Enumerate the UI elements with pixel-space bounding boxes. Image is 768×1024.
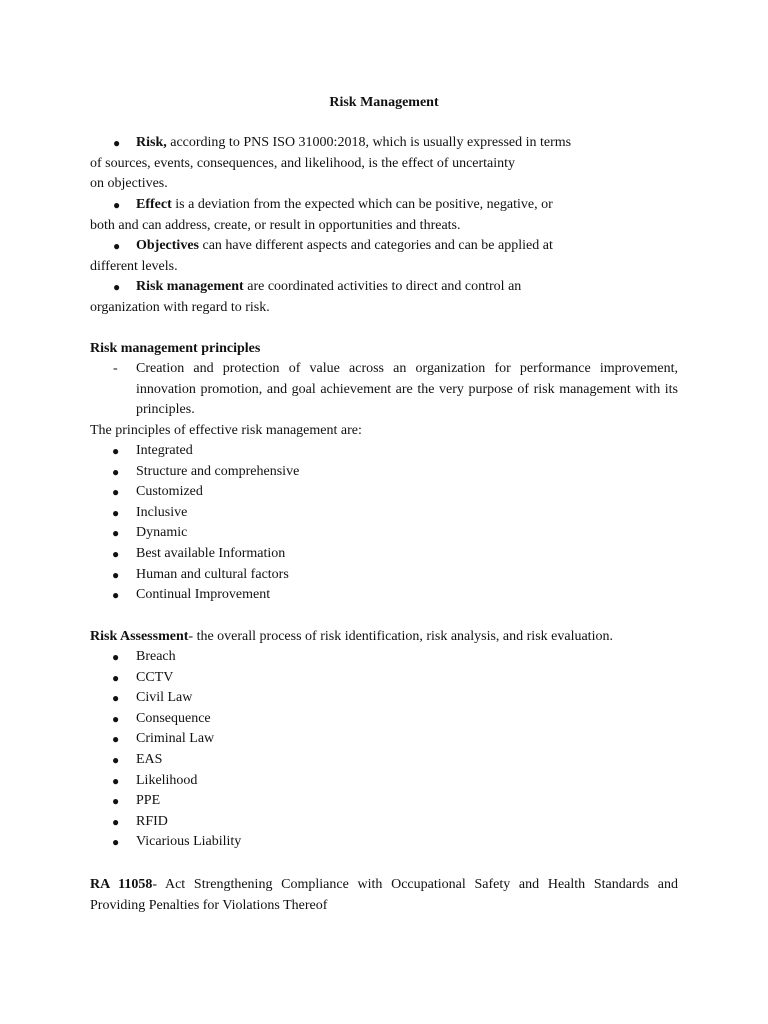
definition-term: Objectives xyxy=(136,238,199,253)
list-item-text: Vicarious Liability xyxy=(136,834,242,850)
bullet-icon: ● xyxy=(112,752,120,767)
principles-intro: The principles of effective risk management are: xyxy=(90,423,362,438)
definition-risk xyxy=(90,133,680,195)
bullet-icon: ● xyxy=(112,485,120,500)
definition-continuation: on objectives. xyxy=(90,176,168,192)
assessment-list xyxy=(0,647,241,853)
list-item xyxy=(0,729,241,750)
list-item-text: Structure and comprehensive xyxy=(136,463,300,479)
definition-objectives xyxy=(90,236,680,277)
dash-marker: - xyxy=(113,361,118,376)
principles-dash-text: Creation and protection of value across an organization for performance improvement, innovation promotion, and goal achievement are the very purpose of risk management with its principles. xyxy=(136,361,678,418)
list-item xyxy=(0,565,299,586)
definition-first-line xyxy=(90,133,680,154)
bullet-icon: ● xyxy=(112,794,120,809)
list-item-text: Inclusive xyxy=(136,504,188,520)
document-title: Risk Management xyxy=(329,95,439,110)
definition-effect xyxy=(90,195,680,236)
definition-continuation: different levels. xyxy=(90,258,178,274)
principles-heading: Risk management principles xyxy=(90,341,261,356)
definition-first-line xyxy=(90,277,680,298)
principles-list xyxy=(0,441,299,606)
list-item-text: Breach xyxy=(136,649,176,664)
bullet-icon: ● xyxy=(112,650,120,664)
definition-term: Risk management xyxy=(136,279,244,294)
bullet-icon: ● xyxy=(112,464,120,479)
bullet-icon: ● xyxy=(112,773,120,788)
list-item-text: Likelihood xyxy=(136,772,198,788)
bullet-icon: ● xyxy=(112,711,120,726)
bullet-icon: ● xyxy=(113,280,121,294)
list-item xyxy=(0,544,299,565)
list-item xyxy=(0,647,241,668)
bullet-icon: ● xyxy=(112,526,120,541)
definition-text: are coordinated activities to direct and control an xyxy=(243,279,522,294)
definition-first-line xyxy=(90,236,680,257)
list-item-text: Continual Improvement xyxy=(136,587,271,603)
ra-text: - Act Strengthening Compliance with Occupational Safety and Health Standards and xyxy=(152,877,678,892)
assessment-text: - the overall process of risk identification, risk analysis, and risk evaluation. xyxy=(188,629,613,644)
bullet-icon: ● xyxy=(112,588,120,603)
list-item xyxy=(0,688,241,709)
list-item xyxy=(0,462,299,483)
bullet-icon: ● xyxy=(112,691,120,706)
list-item-text: Consequence xyxy=(136,710,211,726)
bullet-icon: ● xyxy=(112,835,120,850)
list-item xyxy=(0,791,241,812)
bullet-icon: ● xyxy=(113,239,121,253)
list-item xyxy=(0,812,241,833)
list-item-text: EAS xyxy=(136,751,163,767)
list-item xyxy=(0,523,299,544)
list-item-text: PPE xyxy=(136,793,161,809)
list-item xyxy=(0,832,241,853)
list-item-text: Civil Law xyxy=(136,690,193,706)
bullet-icon: ● xyxy=(112,814,120,829)
list-item xyxy=(0,503,299,524)
list-item-text: RFID xyxy=(136,813,168,829)
definition-first-line xyxy=(90,195,680,216)
bullet-icon: ● xyxy=(112,732,120,747)
bullet-icon: ● xyxy=(112,444,120,458)
list-item-text: Criminal Law xyxy=(136,731,215,747)
list-item xyxy=(0,771,241,792)
ra-term: RA 11058 xyxy=(90,877,153,892)
definition-term: Effect xyxy=(136,197,172,212)
list-item-text: Dynamic xyxy=(136,525,188,541)
definition-text: according to PNS ISO 31000:2018, which is usually expressed in terms xyxy=(166,135,572,150)
list-item xyxy=(0,668,241,689)
bullet-icon: ● xyxy=(113,136,121,150)
bullet-icon: ● xyxy=(113,198,121,212)
list-item xyxy=(0,750,241,771)
list-item xyxy=(0,441,299,462)
definition-continuation: both and can address, create, or result in opportunities and threats. xyxy=(90,217,461,233)
list-item xyxy=(0,585,299,606)
list-item xyxy=(0,482,299,503)
bullet-icon: ● xyxy=(112,505,120,520)
definition-continuation: of sources, events, consequences, and likelihood, is the effect of uncertainty xyxy=(90,155,516,171)
list-item-text: Customized xyxy=(136,484,203,500)
principles-dash-item xyxy=(113,359,678,421)
assessment-term: Risk Assessment xyxy=(90,629,189,644)
definition-risk-management xyxy=(90,277,680,318)
bullet-icon: ● xyxy=(112,670,120,685)
definition-continuation: organization with regard to risk. xyxy=(90,299,270,315)
ra-11058-paragraph xyxy=(90,874,678,916)
ra-line-2: Providing Penalties for Violations Thereof xyxy=(90,898,328,913)
ra-line-1 xyxy=(90,874,678,895)
list-item-text: CCTV xyxy=(136,669,174,685)
list-item xyxy=(0,709,241,730)
bullet-icon: ● xyxy=(112,567,120,582)
bullet-icon: ● xyxy=(112,546,120,561)
definition-text: is a deviation from the expected which can be positive, negative, or xyxy=(171,197,553,212)
assessment-definition xyxy=(90,627,613,647)
list-item-text: Best available Information xyxy=(136,545,286,561)
list-item-text: Human and cultural factors xyxy=(136,566,289,582)
definition-term: Risk, xyxy=(136,135,167,150)
list-item-text: Integrated xyxy=(136,443,193,458)
definition-text: can have different aspects and categories and can be applied at xyxy=(198,238,553,253)
